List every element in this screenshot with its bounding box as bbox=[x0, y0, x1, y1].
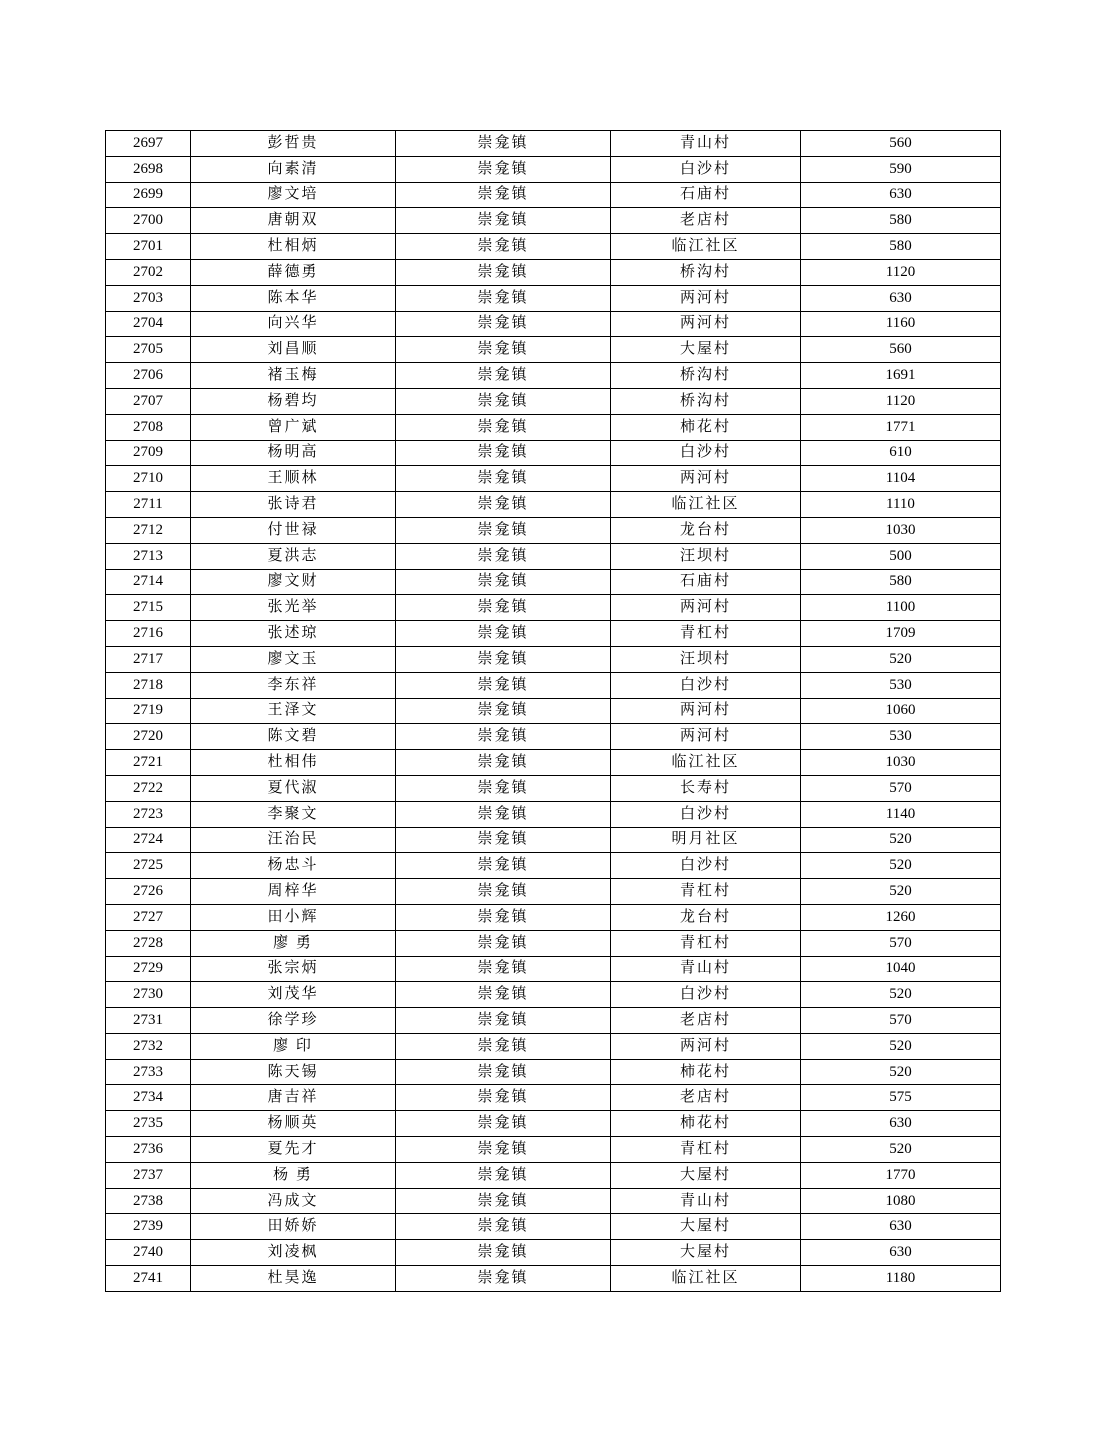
village-cell: 汪坝村 bbox=[611, 543, 801, 569]
name-cell: 李东祥 bbox=[191, 672, 396, 698]
village-cell: 大屋村 bbox=[611, 1240, 801, 1266]
village-cell: 青杠村 bbox=[611, 621, 801, 647]
town-cell: 崇龛镇 bbox=[396, 466, 611, 492]
table-row bbox=[106, 1085, 1001, 1111]
table-row bbox=[106, 750, 1001, 776]
amount-cell: 570 bbox=[801, 930, 1001, 956]
seq-cell: 2737 bbox=[106, 1162, 191, 1188]
town-cell: 崇龛镇 bbox=[396, 131, 611, 157]
table-row bbox=[106, 234, 1001, 260]
town-cell: 崇龛镇 bbox=[396, 337, 611, 363]
name-cell: 薛德勇 bbox=[191, 259, 396, 285]
amount-cell: 1040 bbox=[801, 956, 1001, 982]
table-row bbox=[106, 775, 1001, 801]
village-cell: 明月社区 bbox=[611, 827, 801, 853]
name-cell: 张诗君 bbox=[191, 492, 396, 518]
amount-cell: 520 bbox=[801, 827, 1001, 853]
town-cell: 崇龛镇 bbox=[396, 569, 611, 595]
amount-cell: 1771 bbox=[801, 414, 1001, 440]
town-cell: 崇龛镇 bbox=[396, 621, 611, 647]
name-cell: 刘茂华 bbox=[191, 982, 396, 1008]
village-cell: 青山村 bbox=[611, 131, 801, 157]
table-row bbox=[106, 930, 1001, 956]
seq-cell: 2705 bbox=[106, 337, 191, 363]
amount-cell: 560 bbox=[801, 131, 1001, 157]
table-row bbox=[106, 1059, 1001, 1085]
table-row bbox=[106, 1188, 1001, 1214]
seq-cell: 2740 bbox=[106, 1240, 191, 1266]
name-cell: 廖文玉 bbox=[191, 646, 396, 672]
village-cell: 桥沟村 bbox=[611, 363, 801, 389]
table-row bbox=[106, 724, 1001, 750]
amount-cell: 580 bbox=[801, 208, 1001, 234]
amount-cell: 520 bbox=[801, 1137, 1001, 1163]
seq-cell: 2704 bbox=[106, 311, 191, 337]
village-cell: 柿花村 bbox=[611, 414, 801, 440]
amount-cell: 630 bbox=[801, 285, 1001, 311]
table-row bbox=[106, 595, 1001, 621]
amount-cell: 570 bbox=[801, 1008, 1001, 1034]
name-cell: 徐学珍 bbox=[191, 1008, 396, 1034]
amount-cell: 1080 bbox=[801, 1188, 1001, 1214]
seq-cell: 2709 bbox=[106, 440, 191, 466]
amount-cell: 1770 bbox=[801, 1162, 1001, 1188]
amount-cell: 1030 bbox=[801, 750, 1001, 776]
town-cell: 崇龛镇 bbox=[396, 1033, 611, 1059]
name-cell: 冯成文 bbox=[191, 1188, 396, 1214]
name-cell: 褚玉梅 bbox=[191, 363, 396, 389]
amount-cell: 570 bbox=[801, 775, 1001, 801]
name-cell: 杨忠斗 bbox=[191, 853, 396, 879]
town-cell: 崇龛镇 bbox=[396, 492, 611, 518]
seq-cell: 2713 bbox=[106, 543, 191, 569]
seq-cell: 2738 bbox=[106, 1188, 191, 1214]
town-cell: 崇龛镇 bbox=[396, 1266, 611, 1292]
village-cell: 柿花村 bbox=[611, 1059, 801, 1085]
town-cell: 崇龛镇 bbox=[396, 182, 611, 208]
name-cell: 刘凌枫 bbox=[191, 1240, 396, 1266]
town-cell: 崇龛镇 bbox=[396, 1008, 611, 1034]
name-cell: 李聚文 bbox=[191, 801, 396, 827]
table-row bbox=[106, 569, 1001, 595]
village-cell: 临江社区 bbox=[611, 1266, 801, 1292]
seq-cell: 2729 bbox=[106, 956, 191, 982]
seq-cell: 2734 bbox=[106, 1085, 191, 1111]
table-row bbox=[106, 363, 1001, 389]
town-cell: 崇龛镇 bbox=[396, 775, 611, 801]
table-row bbox=[106, 517, 1001, 543]
seq-cell: 2702 bbox=[106, 259, 191, 285]
table-row bbox=[106, 1214, 1001, 1240]
seq-cell: 2719 bbox=[106, 698, 191, 724]
name-cell: 杨顺英 bbox=[191, 1111, 396, 1137]
table-row bbox=[106, 1111, 1001, 1137]
name-cell: 陈本华 bbox=[191, 285, 396, 311]
town-cell: 崇龛镇 bbox=[396, 156, 611, 182]
seq-cell: 2730 bbox=[106, 982, 191, 1008]
seq-cell: 2715 bbox=[106, 595, 191, 621]
seq-cell: 2710 bbox=[106, 466, 191, 492]
name-cell: 杜相炳 bbox=[191, 234, 396, 260]
seq-cell: 2698 bbox=[106, 156, 191, 182]
amount-cell: 1140 bbox=[801, 801, 1001, 827]
village-cell: 白沙村 bbox=[611, 982, 801, 1008]
amount-cell: 530 bbox=[801, 672, 1001, 698]
town-cell: 崇龛镇 bbox=[396, 1085, 611, 1111]
town-cell: 崇龛镇 bbox=[396, 234, 611, 260]
village-cell: 白沙村 bbox=[611, 156, 801, 182]
table-row bbox=[106, 853, 1001, 879]
seq-cell: 2711 bbox=[106, 492, 191, 518]
village-cell: 大屋村 bbox=[611, 337, 801, 363]
roster-table bbox=[105, 130, 1001, 1292]
village-cell: 老店村 bbox=[611, 1008, 801, 1034]
town-cell: 崇龛镇 bbox=[396, 646, 611, 672]
name-cell: 唐吉祥 bbox=[191, 1085, 396, 1111]
table-row bbox=[106, 698, 1001, 724]
name-cell: 夏洪志 bbox=[191, 543, 396, 569]
seq-cell: 2700 bbox=[106, 208, 191, 234]
village-cell: 两河村 bbox=[611, 1033, 801, 1059]
town-cell: 崇龛镇 bbox=[396, 904, 611, 930]
seq-cell: 2721 bbox=[106, 750, 191, 776]
name-cell: 夏先才 bbox=[191, 1137, 396, 1163]
seq-cell: 2697 bbox=[106, 131, 191, 157]
village-cell: 石庙村 bbox=[611, 182, 801, 208]
name-cell: 廖 勇 bbox=[191, 930, 396, 956]
seq-cell: 2701 bbox=[106, 234, 191, 260]
village-cell: 桥沟村 bbox=[611, 259, 801, 285]
village-cell: 青山村 bbox=[611, 1188, 801, 1214]
seq-cell: 2732 bbox=[106, 1033, 191, 1059]
amount-cell: 1110 bbox=[801, 492, 1001, 518]
seq-cell: 2716 bbox=[106, 621, 191, 647]
seq-cell: 2722 bbox=[106, 775, 191, 801]
amount-cell: 520 bbox=[801, 646, 1001, 672]
table-row bbox=[106, 131, 1001, 157]
name-cell: 付世禄 bbox=[191, 517, 396, 543]
name-cell: 陈天锡 bbox=[191, 1059, 396, 1085]
seq-cell: 2707 bbox=[106, 388, 191, 414]
amount-cell: 610 bbox=[801, 440, 1001, 466]
name-cell: 陈文碧 bbox=[191, 724, 396, 750]
amount-cell: 1030 bbox=[801, 517, 1001, 543]
seq-cell: 2703 bbox=[106, 285, 191, 311]
seq-cell: 2735 bbox=[106, 1111, 191, 1137]
table-row bbox=[106, 492, 1001, 518]
village-cell: 白沙村 bbox=[611, 853, 801, 879]
town-cell: 崇龛镇 bbox=[396, 827, 611, 853]
table-row bbox=[106, 621, 1001, 647]
town-cell: 崇龛镇 bbox=[396, 1214, 611, 1240]
amount-cell: 1120 bbox=[801, 259, 1001, 285]
village-cell: 两河村 bbox=[611, 311, 801, 337]
amount-cell: 630 bbox=[801, 1240, 1001, 1266]
name-cell: 杨碧均 bbox=[191, 388, 396, 414]
town-cell: 崇龛镇 bbox=[396, 698, 611, 724]
seq-cell: 2708 bbox=[106, 414, 191, 440]
name-cell: 刘昌顺 bbox=[191, 337, 396, 363]
amount-cell: 630 bbox=[801, 182, 1001, 208]
name-cell: 周梓华 bbox=[191, 879, 396, 905]
amount-cell: 590 bbox=[801, 156, 1001, 182]
village-cell: 青杠村 bbox=[611, 930, 801, 956]
town-cell: 崇龛镇 bbox=[396, 982, 611, 1008]
town-cell: 崇龛镇 bbox=[396, 311, 611, 337]
town-cell: 崇龛镇 bbox=[396, 724, 611, 750]
table-row bbox=[106, 1266, 1001, 1292]
seq-cell: 2728 bbox=[106, 930, 191, 956]
table-row bbox=[106, 466, 1001, 492]
seq-cell: 2733 bbox=[106, 1059, 191, 1085]
table-row bbox=[106, 285, 1001, 311]
name-cell: 廖文财 bbox=[191, 569, 396, 595]
name-cell: 张光举 bbox=[191, 595, 396, 621]
amount-cell: 500 bbox=[801, 543, 1001, 569]
amount-cell: 630 bbox=[801, 1214, 1001, 1240]
town-cell: 崇龛镇 bbox=[396, 1111, 611, 1137]
amount-cell: 520 bbox=[801, 982, 1001, 1008]
village-cell: 两河村 bbox=[611, 724, 801, 750]
roster-table-body bbox=[106, 131, 1001, 1292]
name-cell: 彭哲贵 bbox=[191, 131, 396, 157]
table-row bbox=[106, 1137, 1001, 1163]
amount-cell: 1104 bbox=[801, 466, 1001, 492]
village-cell: 青杠村 bbox=[611, 1137, 801, 1163]
village-cell: 两河村 bbox=[611, 466, 801, 492]
name-cell: 夏代淑 bbox=[191, 775, 396, 801]
table-row bbox=[106, 337, 1001, 363]
town-cell: 崇龛镇 bbox=[396, 1059, 611, 1085]
name-cell: 杜相伟 bbox=[191, 750, 396, 776]
village-cell: 临江社区 bbox=[611, 234, 801, 260]
table-row bbox=[106, 1162, 1001, 1188]
seq-cell: 2720 bbox=[106, 724, 191, 750]
village-cell: 大屋村 bbox=[611, 1162, 801, 1188]
town-cell: 崇龛镇 bbox=[396, 750, 611, 776]
town-cell: 崇龛镇 bbox=[396, 440, 611, 466]
seq-cell: 2714 bbox=[106, 569, 191, 595]
seq-cell: 2726 bbox=[106, 879, 191, 905]
amount-cell: 1120 bbox=[801, 388, 1001, 414]
amount-cell: 580 bbox=[801, 569, 1001, 595]
town-cell: 崇龛镇 bbox=[396, 208, 611, 234]
table-row bbox=[106, 440, 1001, 466]
seq-cell: 2712 bbox=[106, 517, 191, 543]
name-cell: 张宗炳 bbox=[191, 956, 396, 982]
seq-cell: 2731 bbox=[106, 1008, 191, 1034]
village-cell: 长寿村 bbox=[611, 775, 801, 801]
name-cell: 王泽文 bbox=[191, 698, 396, 724]
town-cell: 崇龛镇 bbox=[396, 1137, 611, 1163]
table-row bbox=[106, 1008, 1001, 1034]
village-cell: 临江社区 bbox=[611, 492, 801, 518]
table-row bbox=[106, 182, 1001, 208]
village-cell: 老店村 bbox=[611, 208, 801, 234]
table-row bbox=[106, 982, 1001, 1008]
amount-cell: 520 bbox=[801, 853, 1001, 879]
village-cell: 两河村 bbox=[611, 285, 801, 311]
amount-cell: 630 bbox=[801, 1111, 1001, 1137]
town-cell: 崇龛镇 bbox=[396, 414, 611, 440]
name-cell: 汪治民 bbox=[191, 827, 396, 853]
seq-cell: 2706 bbox=[106, 363, 191, 389]
town-cell: 崇龛镇 bbox=[396, 259, 611, 285]
name-cell: 曾广斌 bbox=[191, 414, 396, 440]
town-cell: 崇龛镇 bbox=[396, 672, 611, 698]
amount-cell: 1100 bbox=[801, 595, 1001, 621]
table-row bbox=[106, 827, 1001, 853]
amount-cell: 1709 bbox=[801, 621, 1001, 647]
village-cell: 老店村 bbox=[611, 1085, 801, 1111]
village-cell: 两河村 bbox=[611, 595, 801, 621]
table-row bbox=[106, 646, 1001, 672]
name-cell: 向素清 bbox=[191, 156, 396, 182]
seq-cell: 2739 bbox=[106, 1214, 191, 1240]
amount-cell: 520 bbox=[801, 1059, 1001, 1085]
town-cell: 崇龛镇 bbox=[396, 853, 611, 879]
town-cell: 崇龛镇 bbox=[396, 363, 611, 389]
village-cell: 龙台村 bbox=[611, 517, 801, 543]
seq-cell: 2725 bbox=[106, 853, 191, 879]
town-cell: 崇龛镇 bbox=[396, 879, 611, 905]
name-cell: 张述琼 bbox=[191, 621, 396, 647]
seq-cell: 2741 bbox=[106, 1266, 191, 1292]
amount-cell: 520 bbox=[801, 879, 1001, 905]
town-cell: 崇龛镇 bbox=[396, 1240, 611, 1266]
town-cell: 崇龛镇 bbox=[396, 388, 611, 414]
amount-cell: 530 bbox=[801, 724, 1001, 750]
amount-cell: 1260 bbox=[801, 904, 1001, 930]
town-cell: 崇龛镇 bbox=[396, 595, 611, 621]
village-cell: 白沙村 bbox=[611, 440, 801, 466]
village-cell: 大屋村 bbox=[611, 1214, 801, 1240]
seq-cell: 2727 bbox=[106, 904, 191, 930]
amount-cell: 520 bbox=[801, 1033, 1001, 1059]
town-cell: 崇龛镇 bbox=[396, 930, 611, 956]
town-cell: 崇龛镇 bbox=[396, 543, 611, 569]
seq-cell: 2699 bbox=[106, 182, 191, 208]
village-cell: 青杠村 bbox=[611, 879, 801, 905]
table-row bbox=[106, 543, 1001, 569]
village-cell: 两河村 bbox=[611, 698, 801, 724]
table-row bbox=[106, 259, 1001, 285]
town-cell: 崇龛镇 bbox=[396, 1188, 611, 1214]
table-row bbox=[106, 414, 1001, 440]
town-cell: 崇龛镇 bbox=[396, 517, 611, 543]
village-cell: 汪坝村 bbox=[611, 646, 801, 672]
name-cell: 田娇娇 bbox=[191, 1214, 396, 1240]
town-cell: 崇龛镇 bbox=[396, 1162, 611, 1188]
seq-cell: 2724 bbox=[106, 827, 191, 853]
table-row bbox=[106, 956, 1001, 982]
seq-cell: 2717 bbox=[106, 646, 191, 672]
amount-cell: 1691 bbox=[801, 363, 1001, 389]
table-row bbox=[106, 311, 1001, 337]
village-cell: 白沙村 bbox=[611, 672, 801, 698]
table-row bbox=[106, 879, 1001, 905]
village-cell: 桥沟村 bbox=[611, 388, 801, 414]
village-cell: 白沙村 bbox=[611, 801, 801, 827]
name-cell: 杨 勇 bbox=[191, 1162, 396, 1188]
village-cell: 柿花村 bbox=[611, 1111, 801, 1137]
name-cell: 廖 印 bbox=[191, 1033, 396, 1059]
town-cell: 崇龛镇 bbox=[396, 956, 611, 982]
town-cell: 崇龛镇 bbox=[396, 285, 611, 311]
town-cell: 崇龛镇 bbox=[396, 801, 611, 827]
amount-cell: 580 bbox=[801, 234, 1001, 260]
village-cell: 石庙村 bbox=[611, 569, 801, 595]
table-row bbox=[106, 801, 1001, 827]
table-row bbox=[106, 156, 1001, 182]
village-cell: 临江社区 bbox=[611, 750, 801, 776]
amount-cell: 560 bbox=[801, 337, 1001, 363]
name-cell: 杜昊逸 bbox=[191, 1266, 396, 1292]
table-row bbox=[106, 1033, 1001, 1059]
seq-cell: 2718 bbox=[106, 672, 191, 698]
amount-cell: 1180 bbox=[801, 1266, 1001, 1292]
table-row bbox=[106, 208, 1001, 234]
seq-cell: 2736 bbox=[106, 1137, 191, 1163]
name-cell: 王顺林 bbox=[191, 466, 396, 492]
name-cell: 杨明高 bbox=[191, 440, 396, 466]
village-cell: 青山村 bbox=[611, 956, 801, 982]
table-row bbox=[106, 672, 1001, 698]
name-cell: 廖文培 bbox=[191, 182, 396, 208]
table-row bbox=[106, 1240, 1001, 1266]
village-cell: 龙台村 bbox=[611, 904, 801, 930]
seq-cell: 2723 bbox=[106, 801, 191, 827]
table-row bbox=[106, 904, 1001, 930]
table-row bbox=[106, 388, 1001, 414]
amount-cell: 1060 bbox=[801, 698, 1001, 724]
amount-cell: 575 bbox=[801, 1085, 1001, 1111]
amount-cell: 1160 bbox=[801, 311, 1001, 337]
name-cell: 田小辉 bbox=[191, 904, 396, 930]
name-cell: 唐朝双 bbox=[191, 208, 396, 234]
name-cell: 向兴华 bbox=[191, 311, 396, 337]
